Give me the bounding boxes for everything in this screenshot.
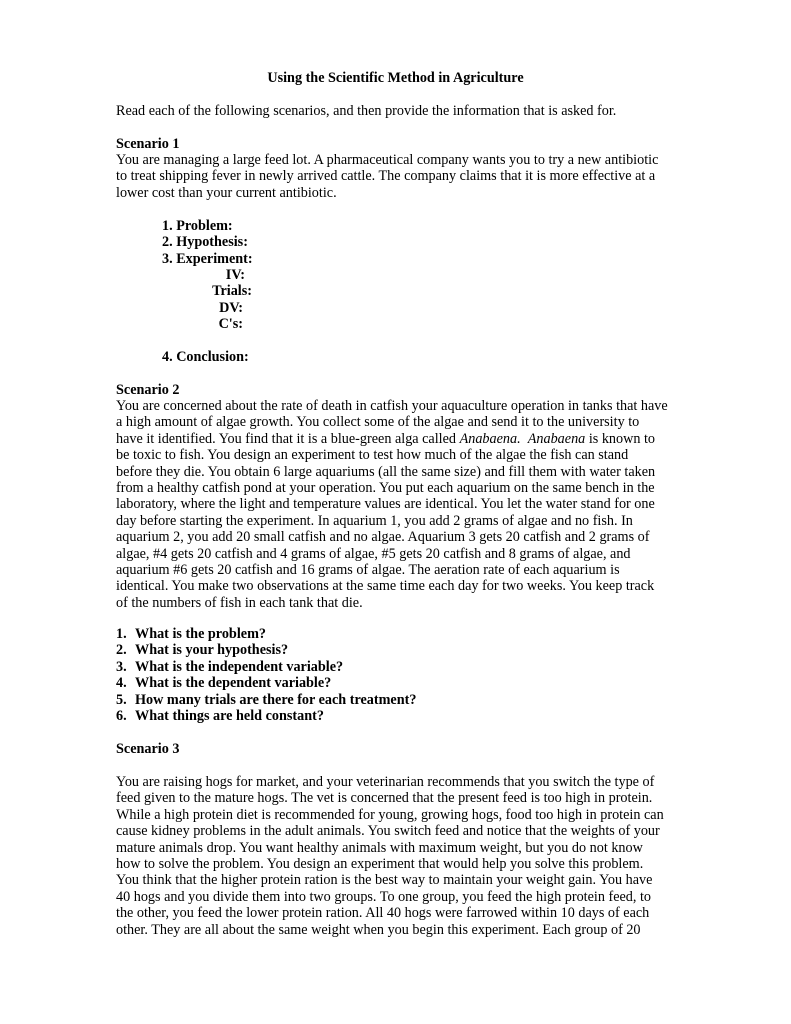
scenario2-line: of the numbers of fish in each tank that die. [116, 594, 363, 611]
question-item [116, 675, 416, 691]
question-item [116, 659, 416, 675]
scenario3-line: the other, you feed the lower protein ration. All 40 hogs were farrowed within 10 days of each [116, 905, 650, 922]
scenario1-outline [162, 218, 253, 267]
page-title: Using the Scientific Method in Agriculture [267, 70, 524, 86]
outline-experiment: 3. Experiment: [162, 250, 253, 267]
scenario2-line: day before starting the experiment. In aquarium 1, you add 2 grams of algae and no fish. In [116, 512, 633, 529]
outline-hypothesis: 2. Hypothesis: [162, 234, 248, 251]
scenario3-line: how to solve the problem. You design an experiment that would help you solve this problem. [116, 856, 644, 873]
scenario1-line: lower cost than your current antibiotic. [116, 184, 337, 201]
scenario2-line: identical. You make two observations at the same time each day for two weeks. You keep track [116, 578, 655, 595]
scenario2-text [116, 398, 686, 611]
outline-problem: 1. Problem: [162, 218, 233, 234]
question-number: 5. [116, 691, 127, 708]
scenario3-line: 40 hogs and you divide them into two groups. To one group, you feed the high protein feed, to [116, 888, 652, 905]
question-item [116, 692, 416, 708]
scenario2-line-part: is known to [585, 430, 656, 447]
scenario2-line: You are concerned about the rate of death in catfish your aquaculture operation in tanks that have [116, 398, 668, 414]
intro-text: Read each of the following scenarios, and then provide the information that is asked for. [116, 103, 617, 119]
scenario3-line: You are raising hogs for market, and your veterinarian recommends that you switch the type of [116, 774, 655, 790]
scenario3-line: cause kidney problems in the adult animals. You switch feed and notice that the weights of your [116, 823, 660, 840]
scenario3-line: feed given to the mature hogs. The vet is concerned that the present feed is too high in protein. [116, 790, 653, 807]
question-text: What things are held constant? [135, 707, 324, 724]
outline-cs: C's: [218, 316, 243, 332]
scenario2-line: a high amount of algae growth. You collect some of the algae and send it to the university to [116, 414, 640, 431]
scenario2-heading: Scenario 2 [116, 382, 180, 398]
scenario2-line: before they die. You obtain 6 large aquariums (all the same size) and fill them with water taken [116, 463, 656, 480]
outline-conclusion [162, 349, 249, 365]
scenario1-line: You are managing a large feed lot. A pharmaceutical company wants you to try a new antibiotic [116, 152, 659, 168]
scenario3-line: While a high protein diet is recommended for young, growing hogs, food too high in protein can [116, 806, 664, 823]
anabaena-term: Anabaena. [459, 430, 521, 447]
question-text: What is the dependent variable? [135, 675, 332, 692]
outline-trials: Trials: [212, 283, 252, 299]
question-text: What is the independent variable? [135, 658, 344, 675]
scenario1-line: to treat shipping fever in newly arrived cattle. The company claims that it is more effective at a [116, 168, 656, 185]
question-number: 6. [116, 707, 127, 724]
scenario2-line: be toxic to fish. You design an experiment to test how much of the algae the fish can stand [116, 447, 629, 464]
scenario2-line [116, 431, 686, 447]
outline-conclusion-label: 4. Conclusion: [162, 349, 249, 365]
outline-iv: IV: [225, 267, 245, 283]
scenario2-line: aquarium #6 gets 20 catfish and 16 grams of algae. The aeration rate of each aquarium is [116, 562, 620, 579]
question-text: How many trials are there for each treatment? [135, 691, 417, 708]
scenario2-line: laboratory, where the light and temperature values are identical. You let the water stand for one [116, 496, 655, 513]
scenario2-line: from a healthy catfish pond at your operation. You put each aquarium on the same bench in the [116, 480, 655, 497]
scenario3-heading: Scenario 3 [116, 741, 180, 757]
scenario3-line: mature animals drop. You want healthy animals with maximum weight, but you do not know [116, 839, 643, 856]
question-number: 4. [116, 675, 127, 692]
question-item [116, 626, 416, 642]
outline-dv: DV: [219, 300, 243, 316]
scenario3-line: You think that the higher protein ration is the best way to maintain your weight gain. You have [116, 872, 653, 889]
question-text: What is your hypothesis? [135, 642, 289, 659]
question-item [116, 642, 416, 658]
scenario1-text [116, 152, 686, 201]
anabaena-term: Anabaena [527, 430, 586, 447]
scenario2-line-part [521, 431, 528, 447]
scenario3-text [116, 774, 686, 938]
scenario1-heading: Scenario 1 [116, 136, 180, 152]
question-text: What is the problem? [135, 626, 266, 642]
question-number: 1. [116, 626, 127, 642]
question-number: 3. [116, 658, 127, 675]
scenario3-line: other. They are all about the same weight when you begin this experiment. Each group of 20 [116, 921, 641, 938]
scenario2-line: algae, #4 gets 20 catfish and 4 grams of algae, #5 gets 20 catfish and 8 grams of algae, and [116, 545, 631, 562]
scenario2-line-part: have it identified. You find that it is a blue-green alga called [116, 430, 460, 447]
question-number: 2. [116, 642, 127, 659]
scenario2-line: aquarium 2, you add 20 small catfish and no algae. Aquarium 3 gets 20 catfish and 2 grams of [116, 529, 650, 546]
scenario2-questions [116, 626, 416, 724]
question-item [116, 708, 416, 724]
